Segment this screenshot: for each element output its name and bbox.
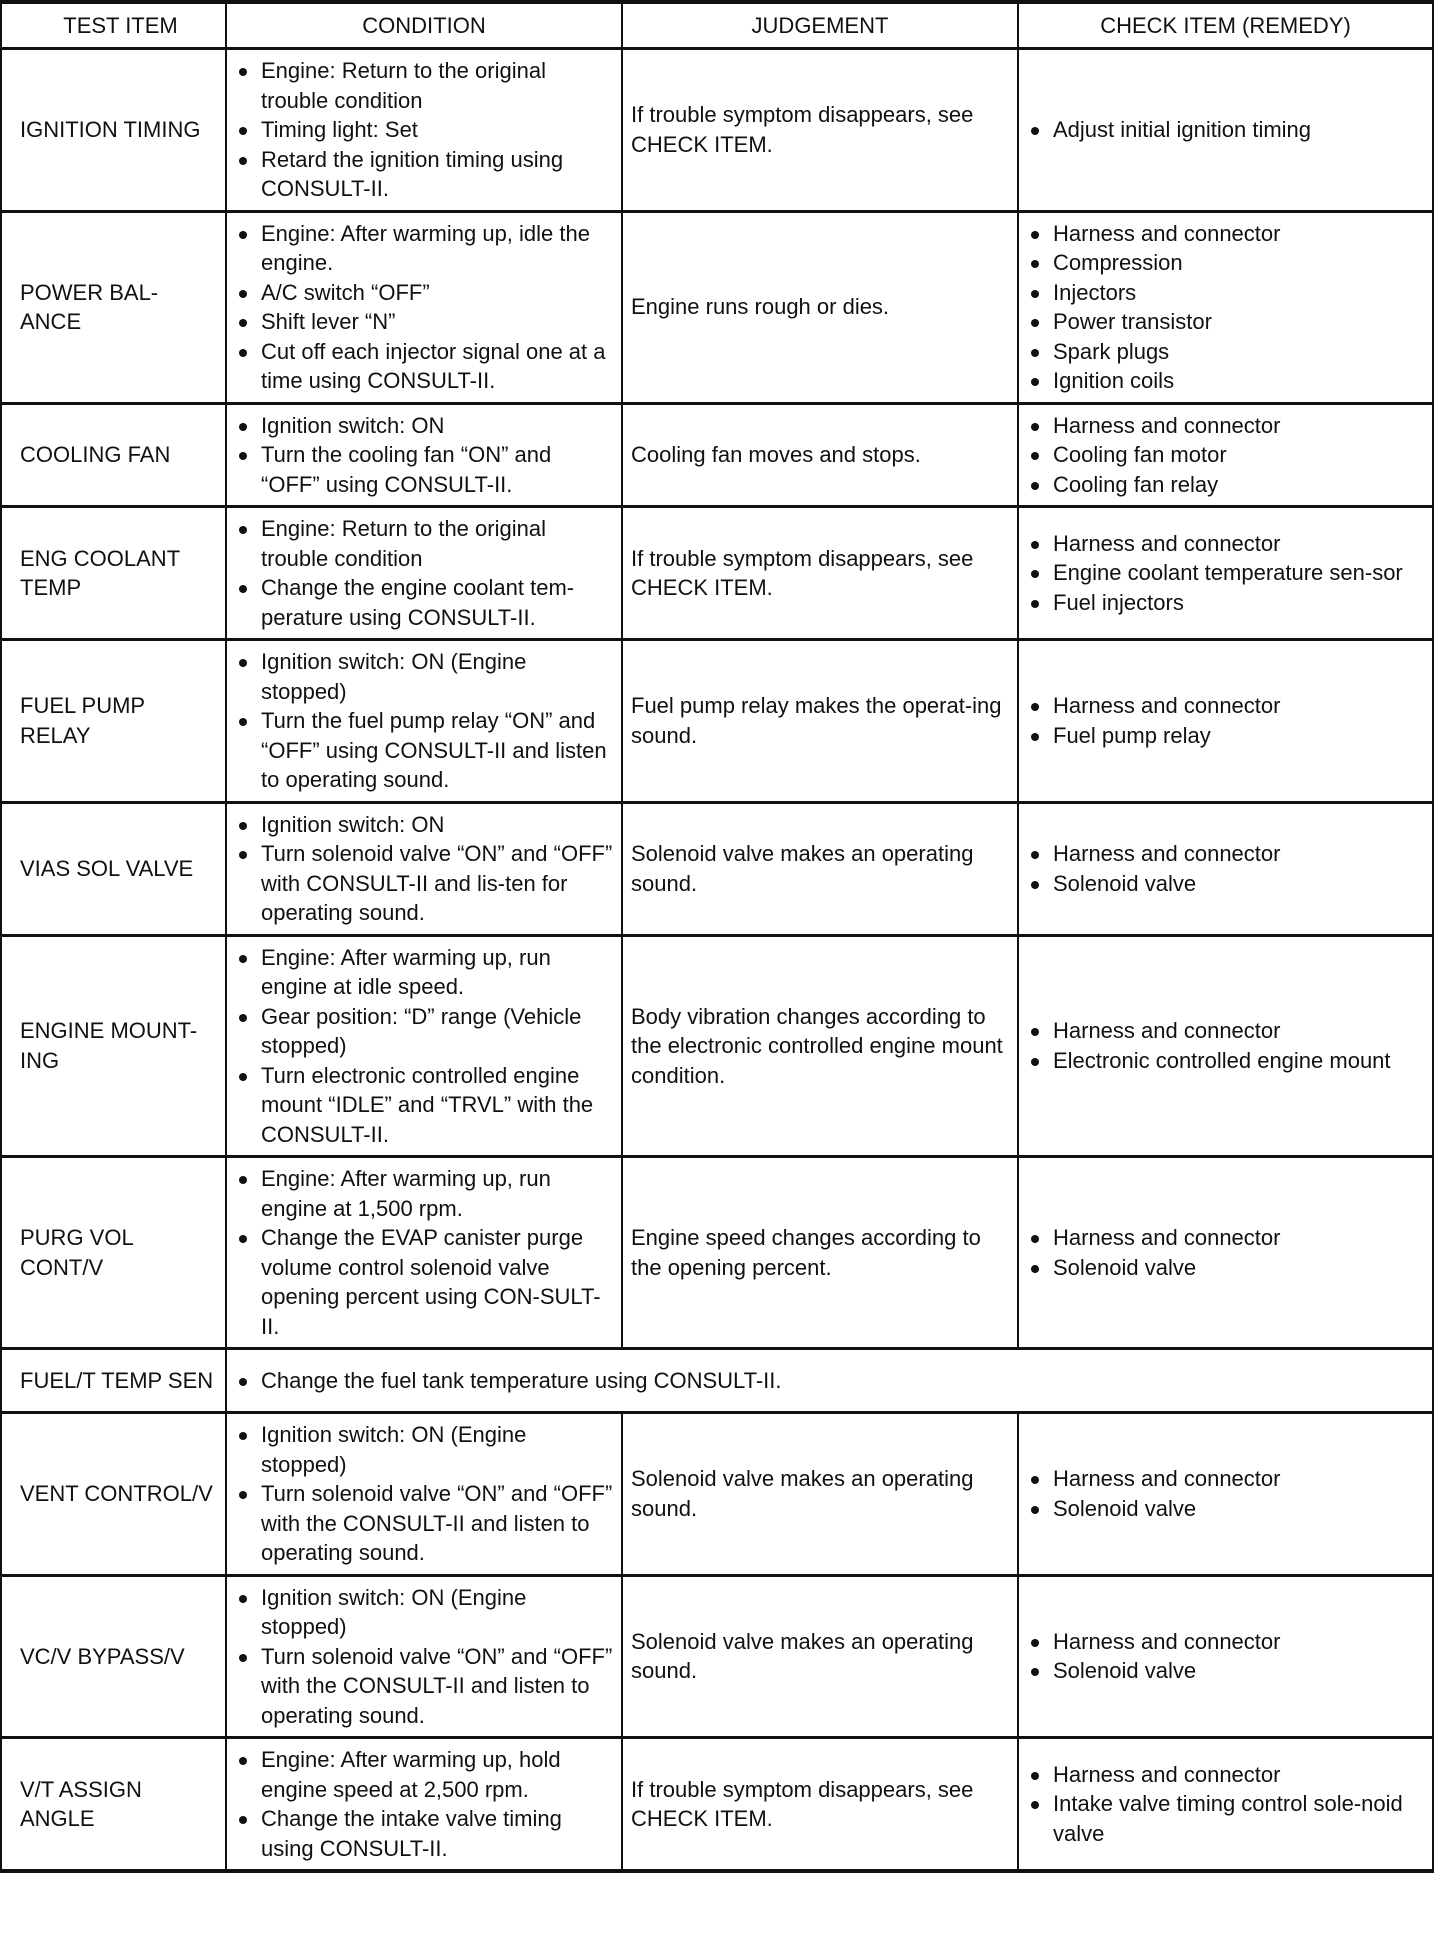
condition-item: A/C switch “OFF”: [235, 278, 615, 308]
condition-list: [235, 943, 615, 1150]
check-item: Cooling fan motor: [1027, 440, 1426, 470]
condition-item: Engine: Return to the original trouble condition: [235, 56, 615, 115]
table-row: [1, 1349, 1433, 1413]
judgement-cell: Engine speed changes according to the opening percent.: [622, 1157, 1018, 1349]
table-row: [1, 211, 1433, 403]
condition-list: [235, 1164, 615, 1341]
check-item-list: [1027, 1223, 1426, 1282]
judgement-cell: Solenoid valve makes an operating sound.: [622, 1413, 1018, 1576]
condition-item: Shift lever “N”: [235, 307, 615, 337]
check-item-cell: [1018, 403, 1433, 507]
check-item-list: [1027, 839, 1426, 898]
condition-item: Ignition switch: ON (Engine stopped): [235, 1420, 615, 1479]
condition-cell: [226, 1413, 622, 1576]
header-test-item: TEST ITEM: [1, 2, 226, 49]
condition-cell: [226, 403, 622, 507]
condition-list: [235, 647, 615, 795]
check-item-cell: [1018, 802, 1433, 935]
condition-item: Timing light: Set: [235, 115, 615, 145]
test-item-cell: POWER BAL-ANCE: [1, 211, 226, 403]
check-item: Solenoid valve: [1027, 1656, 1426, 1686]
test-item-cell: VC/V BYPASS/V: [1, 1575, 226, 1738]
condition-item: Ignition switch: ON: [235, 411, 615, 441]
header-check-item: CHECK ITEM (REMEDY): [1018, 2, 1433, 49]
check-item: Power transistor: [1027, 307, 1426, 337]
condition-item: Turn the fuel pump relay “ON” and “OFF” using CONSULT-II and listen to operating sound.: [235, 706, 615, 795]
condition-item: Turn solenoid valve “ON” and “OFF” with CONSULT-II and lis-ten for operating sound.: [235, 839, 615, 928]
condition-item: Retard the ignition timing using CONSULT-II.: [235, 145, 615, 204]
condition-item: Engine: Return to the original trouble condition: [235, 514, 615, 573]
condition-item: Engine: After warming up, hold engine speed at 2,500 rpm.: [235, 1745, 615, 1804]
condition-cell: [226, 1738, 622, 1872]
condition-item: Change the EVAP canister purge volume control solenoid valve opening percent using CON-SULT-II.: [235, 1223, 615, 1341]
check-item-cell: [1018, 507, 1433, 640]
check-item-cell: [1018, 1738, 1433, 1872]
condition-list: [235, 56, 615, 204]
condition-list: [235, 411, 615, 500]
condition-list: [235, 810, 615, 928]
table-row: [1, 507, 1433, 640]
test-item-cell: V/T ASSIGN ANGLE: [1, 1738, 226, 1872]
check-item: Adjust initial ignition timing: [1027, 115, 1426, 145]
condition-list: [235, 1420, 615, 1568]
check-item: Cooling fan relay: [1027, 470, 1426, 500]
check-item: Intake valve timing control sole-noid valve: [1027, 1789, 1426, 1848]
check-item: Compression: [1027, 248, 1426, 278]
test-item-cell: ENGINE MOUNT-ING: [1, 935, 226, 1157]
judgement-cell: Cooling fan moves and stops.: [622, 403, 1018, 507]
header-condition: CONDITION: [226, 2, 622, 49]
check-item-cell: [1018, 1575, 1433, 1738]
condition-item: Change the engine coolant tem-perature using CONSULT-II.: [235, 573, 615, 632]
check-item-cell: [1018, 935, 1433, 1157]
condition-item: Ignition switch: ON (Engine stopped): [235, 1583, 615, 1642]
test-item-cell: PURG VOL CONT/V: [1, 1157, 226, 1349]
check-item-list: [1027, 1627, 1426, 1686]
judgement-cell: If trouble symptom disappears, see CHECK ITEM.: [622, 1738, 1018, 1872]
condition-list: [235, 1366, 1424, 1396]
table-row: [1, 935, 1433, 1157]
check-item-cell: [1018, 211, 1433, 403]
table-row: [1, 1575, 1433, 1738]
check-item: Ignition coils: [1027, 366, 1426, 396]
condition-list: [235, 514, 615, 632]
table-row: [1, 640, 1433, 803]
check-item: Harness and connector: [1027, 1016, 1426, 1046]
check-item: Harness and connector: [1027, 691, 1426, 721]
table-row: [1, 802, 1433, 935]
condition-item: Turn electronic controlled engine mount “IDLE” and “TRVL” with the CONSULT-II.: [235, 1061, 615, 1150]
check-item: Injectors: [1027, 278, 1426, 308]
judgement-cell: Solenoid valve makes an operating sound.: [622, 1575, 1018, 1738]
check-item: Engine coolant temperature sen-sor: [1027, 558, 1426, 588]
check-item-cell: [1018, 49, 1433, 212]
check-item-list: [1027, 1464, 1426, 1523]
condition-item: Turn solenoid valve “ON” and “OFF” with the CONSULT-II and listen to operating sound.: [235, 1479, 615, 1568]
check-item: Spark plugs: [1027, 337, 1426, 367]
test-item-cell: IGNITION TIMING: [1, 49, 226, 212]
check-item: Solenoid valve: [1027, 1253, 1426, 1283]
test-item-cell: ENG COOLANT TEMP: [1, 507, 226, 640]
test-item-cell: VENT CONTROL/V: [1, 1413, 226, 1576]
condition-cell: [226, 1349, 1433, 1413]
check-item-list: [1027, 115, 1426, 145]
judgement-cell: If trouble symptom disappears, see CHECK ITEM.: [622, 49, 1018, 212]
condition-list: [235, 1583, 615, 1731]
condition-item: Gear position: “D” range (Vehicle stopped): [235, 1002, 615, 1061]
check-item-list: [1027, 1760, 1426, 1849]
condition-cell: [226, 802, 622, 935]
condition-item: Engine: After warming up, run engine at idle speed.: [235, 943, 615, 1002]
test-item-cell: FUEL PUMP RELAY: [1, 640, 226, 803]
check-item: Harness and connector: [1027, 1760, 1426, 1790]
table-row: [1, 1157, 1433, 1349]
table-row: [1, 1413, 1433, 1576]
header-row: [1, 2, 1433, 49]
check-item-cell: [1018, 1157, 1433, 1349]
condition-item: Ignition switch: ON: [235, 810, 615, 840]
check-item: Fuel injectors: [1027, 588, 1426, 618]
table-row: [1, 403, 1433, 507]
check-item: Fuel pump relay: [1027, 721, 1426, 751]
judgement-cell: If trouble symptom disappears, see CHECK ITEM.: [622, 507, 1018, 640]
condition-cell: [226, 640, 622, 803]
check-item-list: [1027, 1016, 1426, 1075]
check-item: Harness and connector: [1027, 839, 1426, 869]
check-item-list: [1027, 411, 1426, 500]
condition-item: Engine: After warming up, idle the engine.: [235, 219, 615, 278]
table-row: [1, 49, 1433, 212]
check-item-list: [1027, 529, 1426, 618]
condition-item: Cut off each injector signal one at a time using CONSULT-II.: [235, 337, 615, 396]
judgement-cell: Body vibration changes according to the electronic controlled engine mount condition.: [622, 935, 1018, 1157]
check-item: Harness and connector: [1027, 1627, 1426, 1657]
condition-item: Turn solenoid valve “ON” and “OFF” with the CONSULT-II and listen to operating sound.: [235, 1642, 615, 1731]
condition-item: Change the fuel tank temperature using CONSULT-II.: [235, 1366, 1424, 1396]
condition-cell: [226, 211, 622, 403]
check-item: Solenoid valve: [1027, 1494, 1426, 1524]
judgement-cell: Fuel pump relay makes the operat-ing sound.: [622, 640, 1018, 803]
check-item: Electronic controlled engine mount: [1027, 1046, 1426, 1076]
test-item-cell: COOLING FAN: [1, 403, 226, 507]
check-item: Harness and connector: [1027, 529, 1426, 559]
header-judgement: JUDGEMENT: [622, 2, 1018, 49]
condition-list: [235, 1745, 615, 1863]
table-row: [1, 1738, 1433, 1872]
check-item-list: [1027, 691, 1426, 750]
check-item: Harness and connector: [1027, 411, 1426, 441]
condition-list: [235, 219, 615, 396]
condition-cell: [226, 935, 622, 1157]
judgement-cell: Solenoid valve makes an operating sound.: [622, 802, 1018, 935]
condition-cell: [226, 507, 622, 640]
check-item-cell: [1018, 640, 1433, 803]
check-item: Harness and connector: [1027, 219, 1426, 249]
check-item: Solenoid valve: [1027, 869, 1426, 899]
condition-cell: [226, 1575, 622, 1738]
check-item: Harness and connector: [1027, 1464, 1426, 1494]
condition-item: Ignition switch: ON (Engine stopped): [235, 647, 615, 706]
condition-item: Change the intake valve timing using CONSULT-II.: [235, 1804, 615, 1863]
check-item-list: [1027, 219, 1426, 396]
check-item: Harness and connector: [1027, 1223, 1426, 1253]
table-body: [1, 49, 1433, 1872]
test-item-cell: VIAS SOL VALVE: [1, 802, 226, 935]
condition-cell: [226, 1157, 622, 1349]
condition-item: Engine: After warming up, run engine at 1,500 rpm.: [235, 1164, 615, 1223]
check-item-cell: [1018, 1413, 1433, 1576]
condition-item: Turn the cooling fan “ON” and “OFF” using CONSULT-II.: [235, 440, 615, 499]
judgement-cell: Engine runs rough or dies.: [622, 211, 1018, 403]
condition-cell: [226, 49, 622, 212]
test-item-cell: FUEL/T TEMP SEN: [1, 1349, 226, 1413]
